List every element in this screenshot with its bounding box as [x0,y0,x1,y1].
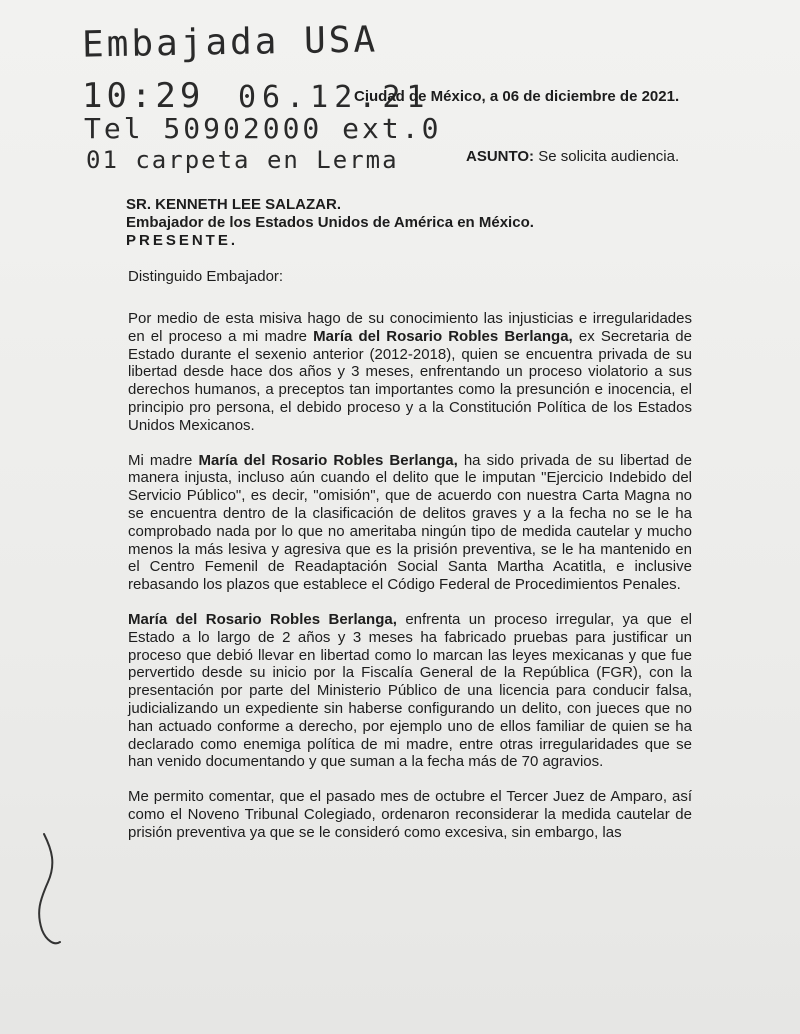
paragraph-2-name: María del Rosario Robles Berlanga, [198,451,458,469]
paragraph-2 [128,452,692,594]
paragraph-3-text-b: enfrenta un proceso irregular, ya que el Estado a lo largo de 2 años y 3 meses ha fabricado pruebas para justificar un proceso que debió llevar en libertad como lo marcan las leyes mexicanas y que fue pervertido desde su inicio por la Fiscalía General de la República (FGR), con la presentación por parte del Ministerio Público de una licencia para conducir falsa, judicializando un expediente sin haberse configurando un delito, con jueces que no han actuado conforme a derecho, por ejemplo uno de ellos familiar de quien se ha declarado como enemiga política de mi madre, entre otras irregularidades que se han venido documentando y que suman a la fecha más de 70 agravios. [128,610,692,771]
place-and-date: Ciudad de México, a 06 de diciembre de 2021. [354,88,680,105]
paragraph-2-text-b: ha sido privada de su libertad de manera injusta, incluso aún cuando el delito que le imputan "Ejercicio Indebido del Servicio Público", es decir, "omisión", que de acuerdo con nuestra Carta Magna no se encuentra dentro de la clasificación de delitos graves y a la fecha no se le ha comprobado nada por lo que no ameritaba ningún tipo de medida cautelar y mucho menos la más lesiva y agresiva que es la prisión preventiva, se le ha mantenido en el Centro Femenil de Readaptación Social Santa Martha Acatitla, e inclusive rebasando los plazos que establece el Código Federal de Procedimientos Penales. [128,451,692,594]
handwritten-time: 10:29 [82,76,205,116]
recipient-block [126,196,534,250]
recipient-name: SR. KENNETH LEE SALAZAR. [126,196,342,213]
paragraph-2-text-a: Mi madre [128,451,199,469]
handwritten-date: 06.12.21 [238,80,431,115]
paragraph-1-text-b: ex Secretaria de Estado durante el sexenio anterior (2012-2018), quien se encuentra privada de su libertad desde hace dos años y 3 meses, enfrentando un proceso violatorio a sus derechos humanos, a preceptos tan importantes como la presunción e inocencia, el principio pro persona, el debido proceso y a la Constitución Política de los Estados Unidos Mexicanos. [128,327,692,434]
paragraph-3-name: María del Rosario Robles Berlanga, [128,610,397,628]
handwritten-embassy-note: Embajada USA [81,19,379,66]
paragraph-1-text-a: Por medio de esta misiva hago de su conocimiento las injusticias e irregularidades en el proceso a mi madre [128,310,692,345]
subject-value: Se solicita audiencia. [538,148,680,165]
paragraph-1 [128,310,692,435]
paragraph-1-name: María del Rosario Robles Berlanga, [313,327,573,345]
handwritten-signature-mark [26,830,66,950]
paragraph-4: Me permito comentar, que el pasado mes de octubre el Tercer Juez de Amparo, así como el Noveno Tribunal Colegiado, ordenaron reconsiderar la medida cautelar de prisión preventiva ya que se le consideró como excesiva, sin embargo, las [128,788,692,841]
handwritten-phone: Tel 50902000 ext.0 [84,112,442,145]
handwritten-folder-note: 01 carpeta en Lerma [86,146,399,174]
recipient-title: Embajador de los Estados Unidos de América en México. [126,214,534,231]
recipient-presente: PRESENTE. [126,232,239,249]
subject-label: ASUNTO: [466,148,535,165]
letter-body [128,310,692,859]
salutation: Distinguido Embajador: [128,268,284,285]
paragraph-3 [128,611,692,771]
subject-line [466,148,679,165]
